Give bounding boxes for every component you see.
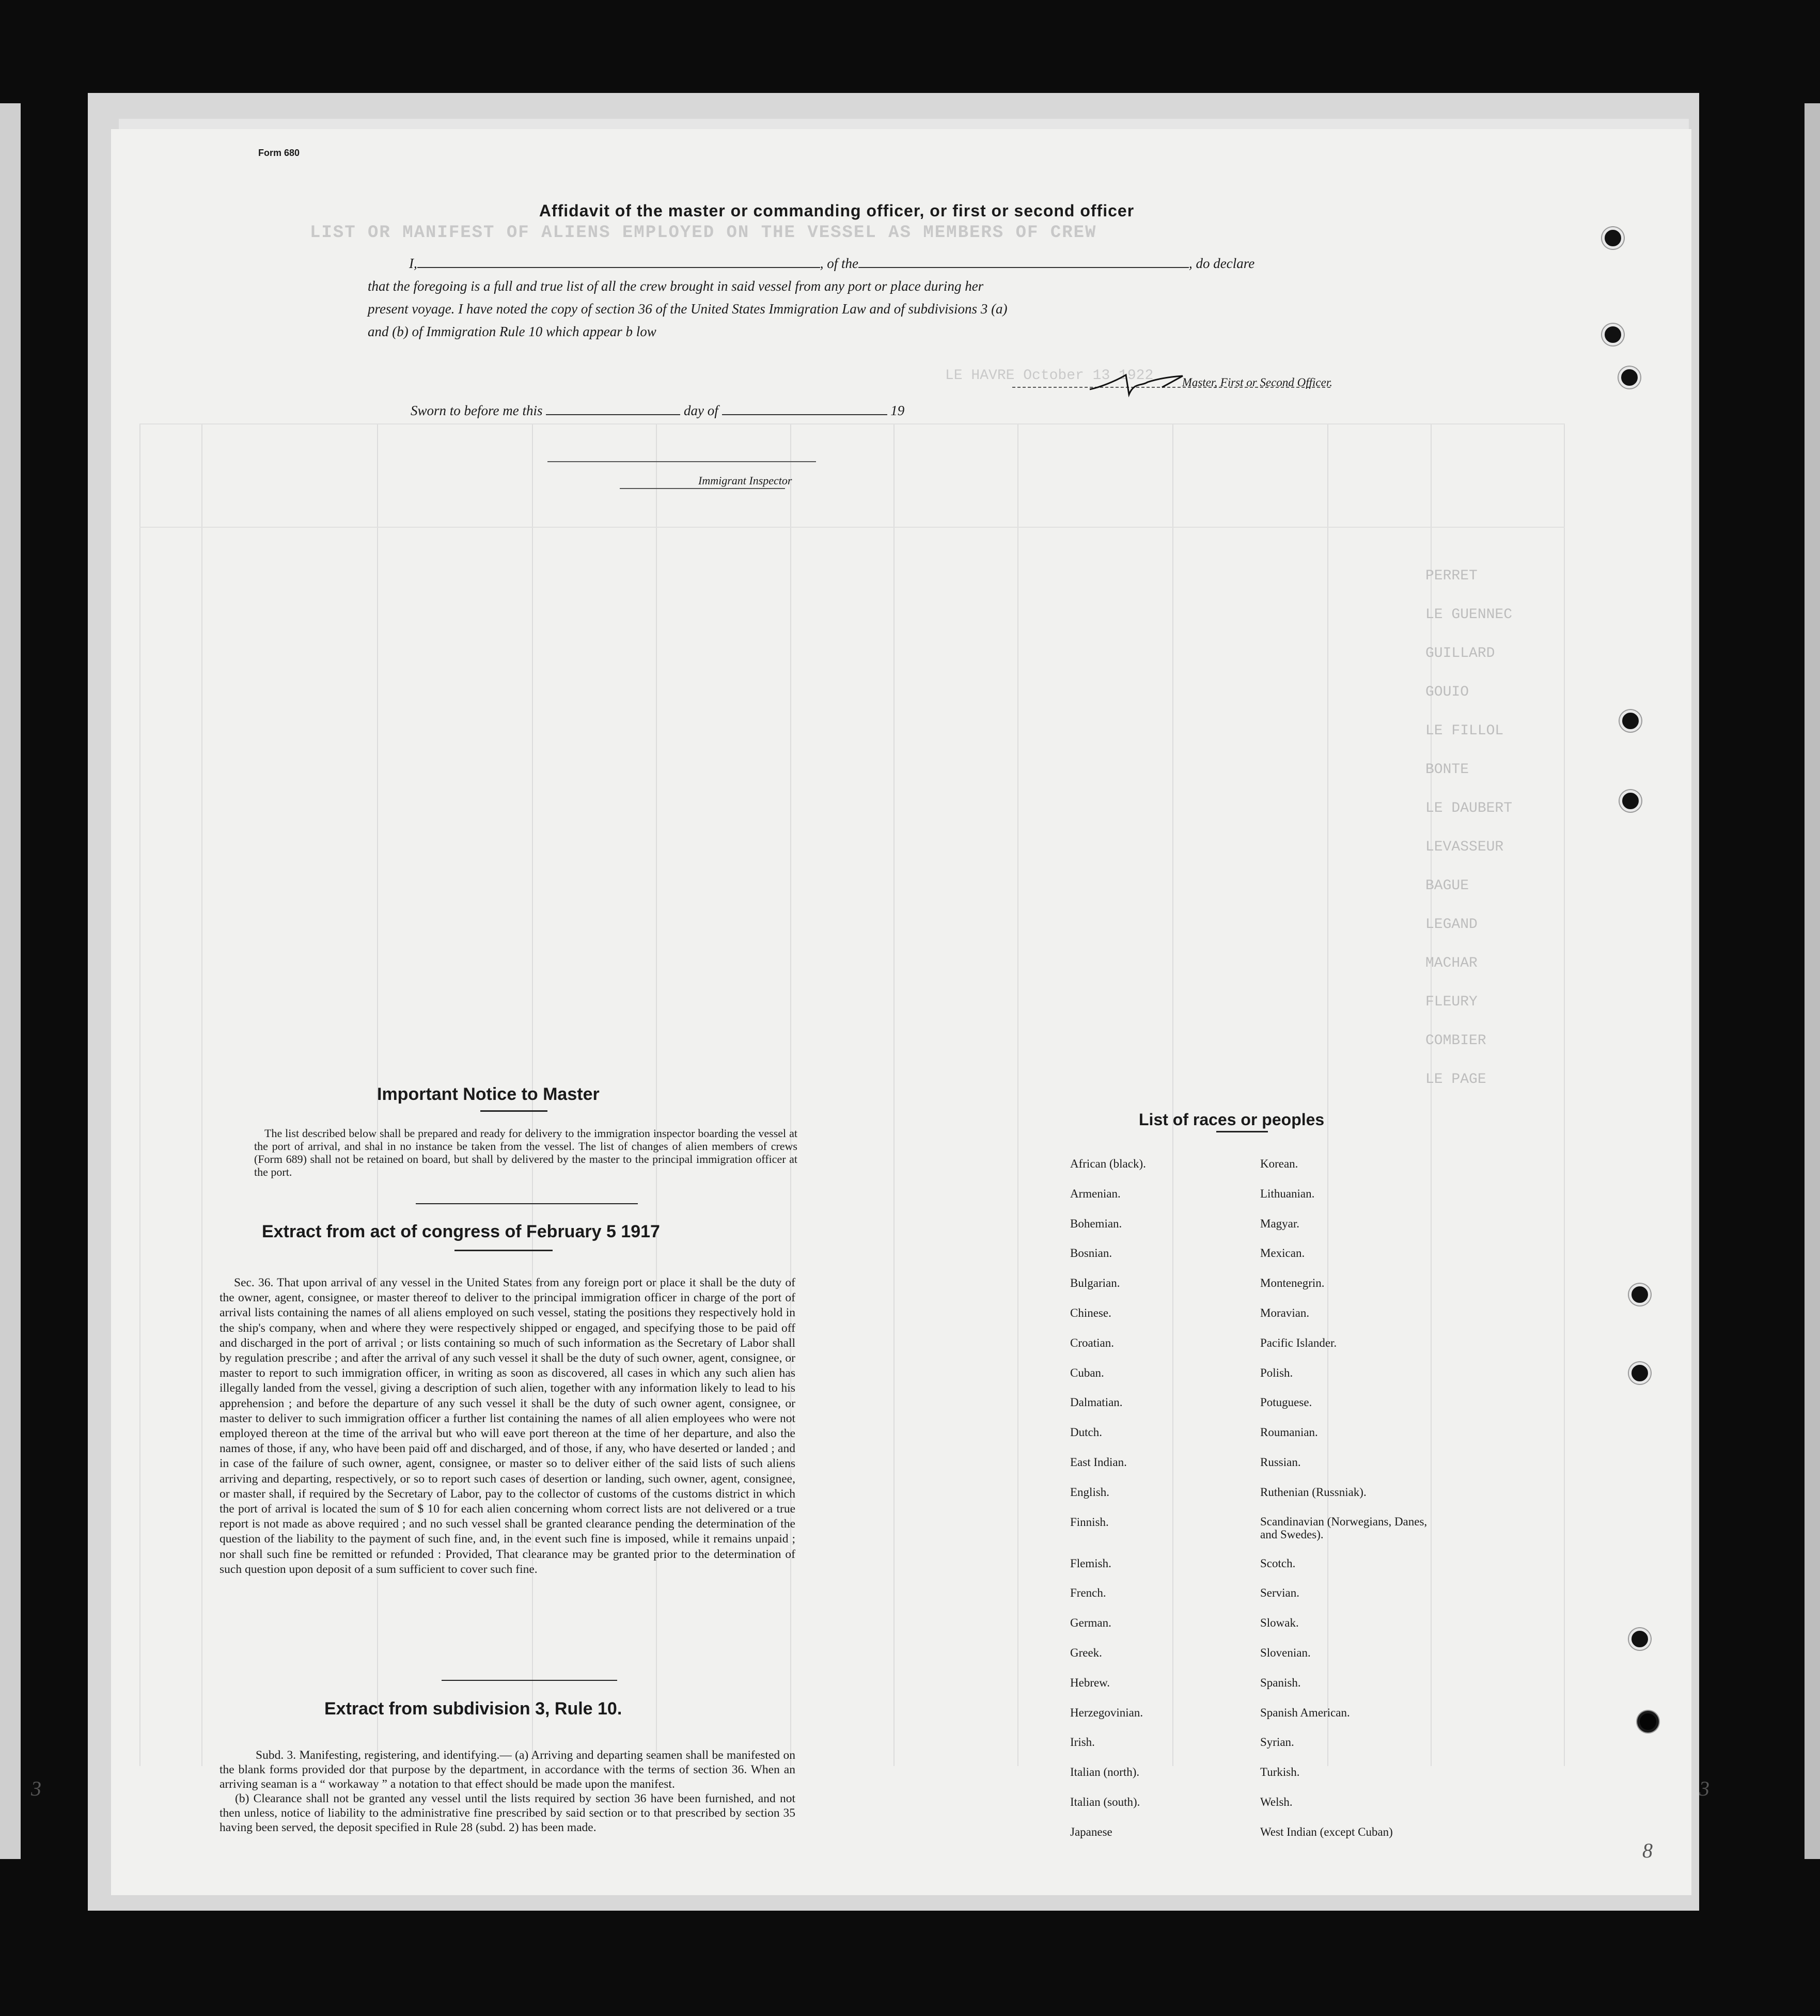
race-item: Cuban.: [1070, 1366, 1104, 1379]
affidavit-declare: , do declare: [1189, 256, 1255, 271]
race-item: Magyar.: [1260, 1217, 1300, 1230]
margin-mark: 3: [31, 1777, 41, 1800]
race-item: Potuguese.: [1260, 1396, 1312, 1409]
act-extract-rule: [454, 1250, 553, 1251]
race-item: Greek.: [1070, 1646, 1102, 1659]
race-item: Scandinavian (Norwegians, Danes, and Swedes).: [1260, 1515, 1427, 1541]
affidavit-line-4: and (b) of Immigration Rule 10 which appear b low: [368, 324, 656, 339]
vessel-blank[interactable]: [858, 267, 1189, 268]
race-item: Armenian.: [1070, 1187, 1121, 1200]
bleed-through-name: LE GUENNEC: [1425, 607, 1513, 623]
affidavit-line-3: present voyage. I have noted the copy of section 36 of the United States Immigration Law and of subdivisions 3 (a): [368, 301, 1008, 317]
subdivision-3b: (b) Clearance shall not be granted any vessel until the lists required by section 36 have been furnished, and not then unless, notice of liability to the administrative fine prescribed by said section or to that prescribed by section 35 having been served, the deposit specified in Rule 28 (subd. 2) has been made.: [219, 1792, 795, 1834]
affidavit-of-the: , of the: [820, 256, 858, 271]
race-item: Spanish American.: [1260, 1706, 1350, 1719]
race-item: Italian (north).: [1070, 1766, 1140, 1779]
affidavit-title: Affidavit of the master or commanding officer, or first or second officer: [539, 201, 1135, 220]
bleed-through-name: COMBIER: [1425, 1033, 1486, 1049]
race-item: Roumanian.: [1260, 1426, 1318, 1439]
form-number: Form 680: [258, 148, 300, 158]
notice-body: The list described below shall be prepared and ready for delivery to the immigration inspector boarding the vessel at the port of arrival, and shal in no instance be taken from the vessel. The list of changes of alien members of crews (Form 689) shall not be retained on board, but shall by delivered by the master to the principal immigration officer at the port.: [254, 1127, 797, 1178]
bleed-through-title: LIST OR MANIFEST OF ALIENS EMPLOYED ON THE VESSEL AS MEMBERS OF CREW: [310, 223, 1097, 243]
binder-hole: [1629, 1628, 1651, 1650]
race-item: German.: [1070, 1616, 1111, 1630]
bleed-through-name: LEVASSEUR: [1425, 839, 1504, 855]
race-item: Mexican.: [1260, 1247, 1305, 1260]
binder-hole: [1629, 1284, 1651, 1305]
race-item: Polish.: [1260, 1366, 1293, 1379]
race-item: Servian.: [1260, 1586, 1300, 1600]
binder-hole: [1637, 1711, 1659, 1732]
act-extract-title: Extract from act of congress of February 5 1917: [262, 1222, 660, 1241]
binder-hole: [1629, 1362, 1651, 1384]
binder-hole: [1602, 227, 1624, 249]
affidavit-line-1: [368, 252, 1333, 275]
race-item: Dalmatian.: [1070, 1396, 1123, 1409]
race-item: Spanish.: [1260, 1676, 1301, 1689]
affidavit-i: I,: [409, 256, 417, 271]
race-item: Montenegrin.: [1260, 1277, 1325, 1290]
subdivision-3-text: [219, 1748, 795, 1835]
race-item: Bulgarian.: [1070, 1277, 1120, 1290]
race-item: Moravian.: [1260, 1306, 1310, 1319]
bleed-through-name: MACHAR: [1425, 955, 1478, 971]
bleed-through-name: GUILLARD: [1425, 645, 1495, 662]
section-36-text: [219, 1275, 795, 1577]
name-blank[interactable]: [417, 267, 820, 268]
sworn-prefix: Sworn to before me this: [411, 403, 543, 418]
binder-hole: [1619, 367, 1640, 388]
bleed-through-name: FLEURY: [1425, 994, 1478, 1010]
race-item: Chinese.: [1070, 1306, 1111, 1319]
race-item: East Indian.: [1070, 1456, 1127, 1469]
binder-hole: [1602, 324, 1624, 345]
section-36-paragraph: Sec. 36. That upon arrival of any vessel in the United States from any foreign port or place it shall be the duty of the owner, agent, consignee, or master thereof to deliver to the principal immigration officer in charge of the port of arrival lists containing the names of all aliens employed on such vessel, stating the positions they respectively hold in the ship's company, when and where they were respectively shipped or engaged, and specifying those to be paid off and discharged in the port of arrival ; or lists containing so much of such information as the Secretary of Labor shall by regulation prescribe ; and after the arrival of any such vessel it shall be the duty of such owner, agent, consignee, or master to report to such immigration officer, in writing as soon as discovered, all cases in which any such alien has illegally landed from the vessel, giving a description of such alien, together with any information likely to lead to his apprehension ; and before the departure of any such vessel it shall be the duty of such owner agent, consignee, or master to deliver to such immigration officer a further list containing the names of all alien employees who were not employed thereon at the time of the arrival but who will eave port thereon at the time of her departure, and also the names of those, if any, who have been paid off and discharged, and of those, if any, who have deserted or landed ; and in case of the failure of such owner, agent, consignee, or master so to deliver either of the said lists of such aliens arriving and departing, respectively, or so to report such cases of desertion or landing, such owner, agent, consignee, or master shall, if required by the Secretary of Labor, pay to the collector of customs of the customs district in which the port of arrival is located the sum of $ 10 for each alien concerning whom correct lists are not delivered or a true report is not made as above required ; and no such vessel shall be granted clearance pending the determination of the question of the liability to the payment of such fine, and, in the event such fine is imposed, while it remains unpaid ; nor shall such fine be remitted or refunded : Provided, That clearance may be granted prior to the determination of such question upon deposit of a sum sufficient to cover such fine.: [219, 1276, 795, 1576]
signature-label: Master, First or Second Officer.: [1182, 376, 1332, 389]
bleed-through-name: BAGUE: [1425, 878, 1469, 894]
bleed-through-name: LE DAUBERT: [1425, 800, 1513, 816]
race-item: Hebrew.: [1070, 1676, 1110, 1689]
signature-block: [1012, 372, 1332, 405]
races-rule: [1216, 1131, 1268, 1132]
race-item: Slowak.: [1260, 1616, 1299, 1630]
adjacent-page-left: [0, 103, 21, 1859]
bleed-through-name: LE FILLOL: [1425, 723, 1504, 739]
subdivision-3a: Subd. 3. Manifesting, registering, and identifying.— (a) Arriving and departing seamen shall be manifested on the blank forms provided dor that purpose by the department, in accordance with the terms of section 36. When an arriving seaman is a “ workaway ” a notation to that effect should be made upon the manifest.: [219, 1749, 795, 1791]
binder-hole: [1620, 710, 1641, 732]
race-item: Welsh.: [1260, 1796, 1293, 1808]
inspector-underline: [620, 488, 785, 489]
race-item: Scotch.: [1260, 1556, 1296, 1570]
race-item: Italian (south).: [1070, 1796, 1140, 1808]
race-item: Flemish.: [1070, 1556, 1111, 1570]
race-item: Irish.: [1070, 1736, 1095, 1749]
race-item: Bohemian.: [1070, 1217, 1122, 1230]
bleed-through-voyage: LE HAVRE October 13 1922: [945, 368, 1154, 384]
bleed-through-name: PERRET: [1425, 568, 1478, 584]
notice-title: Important Notice to Master: [377, 1084, 600, 1104]
inspector-signature-line[interactable]: [547, 461, 816, 462]
bleed-through-name: LE PAGE: [1425, 1072, 1486, 1088]
race-item: English.: [1070, 1485, 1110, 1499]
race-item: Syrian.: [1260, 1736, 1294, 1749]
race-item: Bosnian.: [1070, 1247, 1112, 1260]
race-item: Herzegovinian.: [1070, 1706, 1143, 1719]
race-item: Lithuanian.: [1260, 1187, 1315, 1200]
bleed-through-name: GOUIO: [1425, 684, 1469, 700]
race-item: Turkish.: [1260, 1766, 1300, 1779]
race-item: Korean.: [1260, 1157, 1298, 1170]
race-item: Croatian.: [1070, 1336, 1114, 1349]
race-item: Russian.: [1260, 1456, 1301, 1469]
adjacent-page-right: [1805, 103, 1820, 1859]
bleed-through-name: BONTE: [1425, 762, 1469, 778]
notice-rule: [480, 1110, 547, 1112]
sworn-month-blank[interactable]: [722, 414, 887, 415]
affidavit-body: [368, 252, 1333, 343]
binder-hole: [1620, 790, 1641, 812]
race-item: Pacific Islander.: [1260, 1336, 1337, 1349]
races-title: List of races or peoples: [1139, 1110, 1325, 1129]
margin-mark: 3: [1699, 1777, 1709, 1800]
bleed-through-name: LEGAND: [1425, 917, 1478, 933]
race-item: African (black).: [1070, 1157, 1146, 1170]
race-item: Slovenian.: [1260, 1646, 1311, 1659]
sworn-year: 19: [890, 403, 905, 418]
sworn-date-blank[interactable]: [546, 414, 680, 415]
divider-rule-2: [442, 1680, 617, 1681]
sworn-line: [411, 403, 904, 419]
sworn-day-of: day of: [684, 403, 718, 418]
race-item: Japanese: [1070, 1825, 1112, 1838]
rule-extract-title: Extract from subdivision 3, Rule 10.: [324, 1699, 622, 1719]
race-item: French.: [1070, 1586, 1106, 1600]
margin-mark: 8: [1642, 1839, 1653, 1862]
race-item: West Indian (except Cuban): [1260, 1825, 1393, 1838]
affidavit-line-2: that the foregoing is a full and true list of all the crew brought in said vessel from any port or place during her: [368, 278, 984, 294]
race-item: Ruthenian (Russniak).: [1260, 1485, 1367, 1499]
inspector-label: Immigrant Inspector: [698, 474, 792, 487]
race-item: Dutch.: [1070, 1426, 1102, 1439]
race-item: Finnish.: [1070, 1515, 1109, 1529]
divider-rule: [416, 1203, 638, 1204]
